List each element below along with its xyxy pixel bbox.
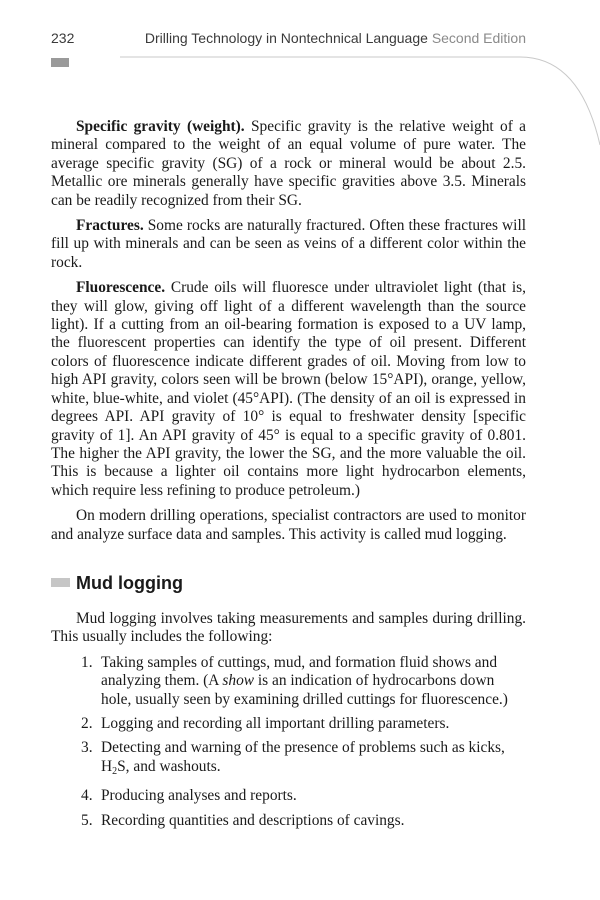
list-text: is an indication of hydrocarbons down hole, usually seen by examining drilled cuttings for fluorescence.) bbox=[101, 672, 508, 708]
paragraph-mud-logging-intro bbox=[51, 507, 526, 544]
list-number: 5. bbox=[81, 811, 93, 829]
list-text: Logging and recording all important drilling parameters. bbox=[101, 714, 450, 732]
list-item bbox=[51, 812, 526, 830]
paragraph-fractures bbox=[51, 217, 526, 272]
list-number: 1. bbox=[81, 653, 93, 671]
paragraph-fluorescence bbox=[51, 279, 526, 500]
list-text: Recording quantities and descriptions of cavings. bbox=[101, 811, 405, 829]
list-item bbox=[51, 715, 526, 733]
running-header bbox=[51, 30, 526, 50]
list-text: Taking samples of cuttings, mud, and formation fluid shows and analyzing them. (A bbox=[101, 653, 498, 690]
paragraph-text: Specific gravity is the relative weight of a mineral compared to the weight of an equal volume of pure water. The average specific gravity (SG) of a rock or mineral would be about 2.5. Metallic ore minerals generally have specific gravities above 3.5. Minerals can be readily recognized from their SG. bbox=[51, 118, 527, 209]
list-item bbox=[51, 787, 526, 805]
page-body bbox=[51, 118, 526, 836]
paragraph-text: On modern drilling operations, specialist contractors are used to monitor and analyze surface data and samples. This activity is called mud logging. bbox=[51, 507, 526, 543]
list-number: 4. bbox=[81, 787, 93, 805]
list-text: Producing analyses and reports. bbox=[101, 787, 297, 805]
section-marker bbox=[51, 578, 70, 587]
paragraph-specific-gravity bbox=[51, 118, 526, 210]
paragraph-text: Crude oils will fluoresce under ultraviolet light (that is, they will glow, giving off light of a different wavelength than the source light). If a cutting from an oil-bearing formation is exposed to a UV lamp, the fluorescent properties can identify the type of oil present. Different colors of fluorescence indicate different grades of oil. Moving from low to high API gravity, colors seen will be brown (below 15°API), orange, yellow, white, blue-white, and violet (45°API). (The density of an oil is expressed in degrees API. API gravity of 10° is equal to freshwater density [specific gravity of 1]. An API gravity of 45° is equal to a specific gravity of 0.801. The higher the API gravity, the lower the SG, and the more valuable the oil. This is because a lighter oil contains more light hydrocarbon elements, which require less refining to produce petroleum.) bbox=[51, 279, 526, 499]
term-fractures: Fractures. bbox=[76, 217, 144, 235]
book-title: Drilling Technology in Nontechnical Language bbox=[144, 30, 428, 46]
subscript: 2 bbox=[112, 765, 118, 777]
section-heading bbox=[51, 572, 526, 594]
section-intro: Mud logging involves taking measurements and samples during drilling. This usually includes the following: bbox=[51, 609, 526, 646]
list-number: 2. bbox=[81, 714, 93, 732]
task-list bbox=[51, 654, 526, 830]
list-number: 3. bbox=[81, 739, 93, 757]
header-marker bbox=[51, 58, 69, 67]
running-title bbox=[145, 30, 526, 46]
list-item bbox=[51, 739, 526, 781]
term-fluorescence: Fluorescence. bbox=[76, 279, 166, 297]
list-text: S, and washouts. bbox=[117, 757, 221, 775]
list-text: Detecting and warning of the presence of problems such as kicks, H bbox=[101, 739, 505, 775]
edition-label: Second Edition bbox=[431, 30, 526, 46]
paragraph-text: Some rocks are naturally fractured. Often these fractures will fill up with minerals and can be seen as veins of a different color within the rock. bbox=[51, 217, 526, 271]
section-title: Mud logging bbox=[76, 572, 183, 593]
list-emphasis: show bbox=[222, 672, 255, 690]
term-specific-gravity: Specific gravity (weight). bbox=[76, 118, 245, 135]
page-number: 232 bbox=[51, 30, 75, 46]
list-item bbox=[51, 654, 526, 709]
